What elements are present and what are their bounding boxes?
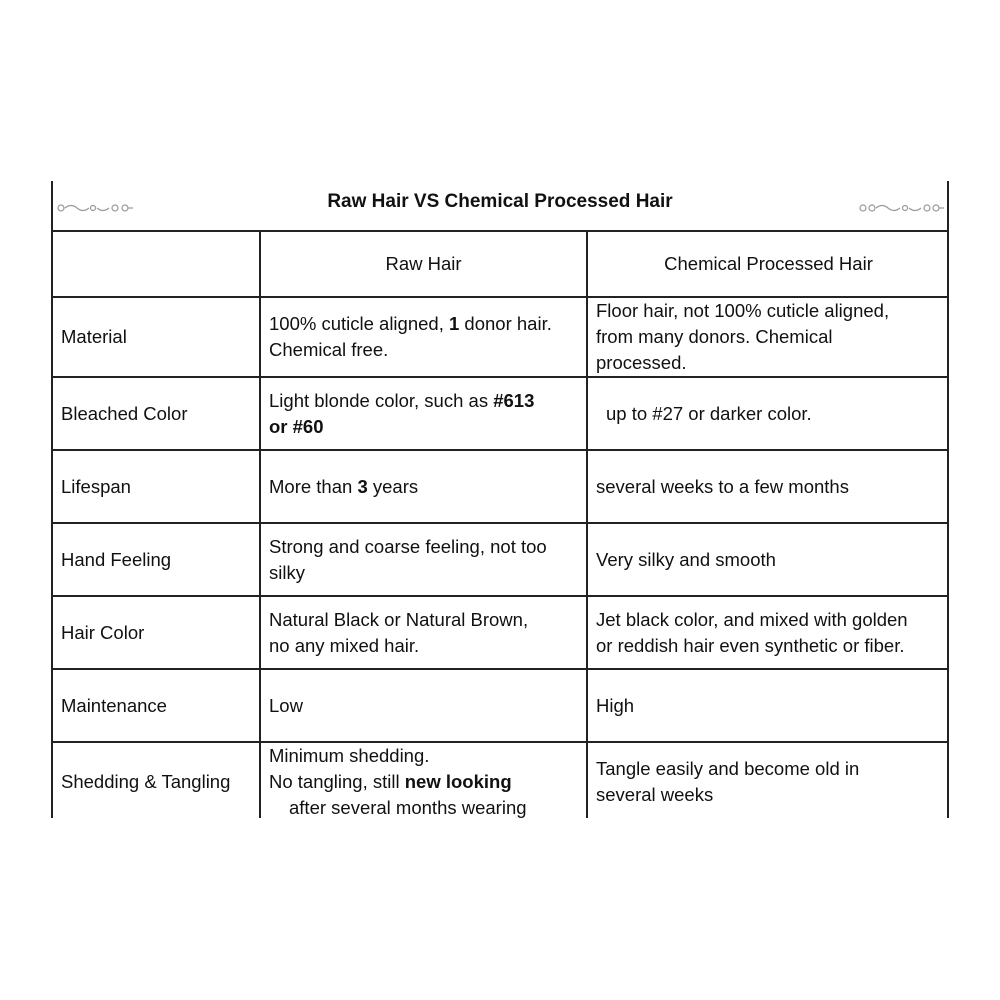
- chem-cell: [587, 377, 949, 450]
- cell-text: years: [367, 475, 419, 497]
- cell-bold-text: or #60: [269, 415, 324, 437]
- table-row: [53, 669, 949, 742]
- row-label: Maintenance: [53, 669, 260, 742]
- page-title: Raw Hair VS Chemical Processed Hair: [327, 191, 673, 212]
- ornament-right-icon: [857, 201, 945, 215]
- column-header-chemical: Chemical Processed Hair: [587, 231, 949, 297]
- row-label: Shedding & Tangling: [53, 742, 260, 818]
- raw-cell: Low: [260, 669, 587, 742]
- raw-cell: [260, 297, 587, 377]
- row-label: Bleached Color: [53, 377, 260, 450]
- cell-text: Strong and coarse feeling, not too: [269, 535, 547, 557]
- cell-bold-text: 3: [357, 475, 368, 497]
- raw-cell: [260, 596, 587, 669]
- raw-cell: [260, 450, 587, 523]
- chem-cell: [587, 297, 949, 377]
- cell-text: donor hair.: [459, 313, 552, 334]
- cell-text: Floor hair, not 100% cuticle aligned,: [596, 300, 890, 321]
- table-row: [53, 742, 949, 818]
- cell-text: up to #27 or darker color.: [606, 402, 812, 424]
- cell-text: several weeks: [596, 784, 714, 805]
- chem-cell: several weeks to a few months: [587, 450, 949, 523]
- cell-text: Light blonde color, such as: [269, 389, 494, 411]
- cell-bold-text: 1: [448, 313, 460, 334]
- cell-text: processed.: [596, 352, 687, 373]
- cell-text: Tangle easily and become old in: [596, 758, 860, 779]
- chem-cell: [587, 596, 949, 669]
- column-header-raw: Raw Hair: [260, 231, 587, 297]
- table-row: [53, 596, 949, 669]
- cell-bold-text: #613: [493, 389, 535, 411]
- row-label: Hair Color: [53, 596, 260, 669]
- cell-text: after several months wearing: [289, 797, 527, 818]
- row-label: Lifespan: [53, 450, 260, 523]
- cell-text: from many donors. Chemical: [596, 326, 833, 347]
- cell-text: no any mixed hair.: [269, 634, 420, 656]
- cell-text: Minimum shedding.: [269, 745, 430, 766]
- chem-cell: [587, 742, 949, 818]
- chem-cell: High: [587, 669, 949, 742]
- table-row: [53, 450, 949, 523]
- cell-text: Natural Black or Natural Brown,: [269, 608, 529, 630]
- table-row: [53, 523, 949, 596]
- cell-text: Jet black color, and mixed with golden: [596, 608, 908, 630]
- chem-cell: Very silky and smooth: [587, 523, 949, 596]
- comparison-table: [53, 230, 949, 818]
- comparison-sheet: [51, 181, 949, 818]
- cell-text: Chemical free.: [269, 339, 389, 360]
- cell-text: or reddish hair even synthetic or fiber.: [596, 634, 905, 656]
- cell-text: No tangling, still: [269, 771, 405, 792]
- row-label: Hand Feeling: [53, 523, 260, 596]
- raw-cell: [260, 742, 587, 818]
- header-row: [53, 231, 949, 297]
- cell-text: 100% cuticle aligned,: [269, 313, 449, 334]
- title-bar: [53, 181, 947, 231]
- header-empty-cell: [53, 231, 260, 297]
- cell-text: silky: [269, 561, 305, 583]
- raw-cell: [260, 523, 587, 596]
- cell-bold-text: new looking: [404, 771, 512, 792]
- cell-text: More than: [269, 475, 358, 497]
- table-row: [53, 377, 949, 450]
- row-label: Material: [53, 297, 260, 377]
- raw-cell: [260, 377, 587, 450]
- table-row: [53, 297, 949, 377]
